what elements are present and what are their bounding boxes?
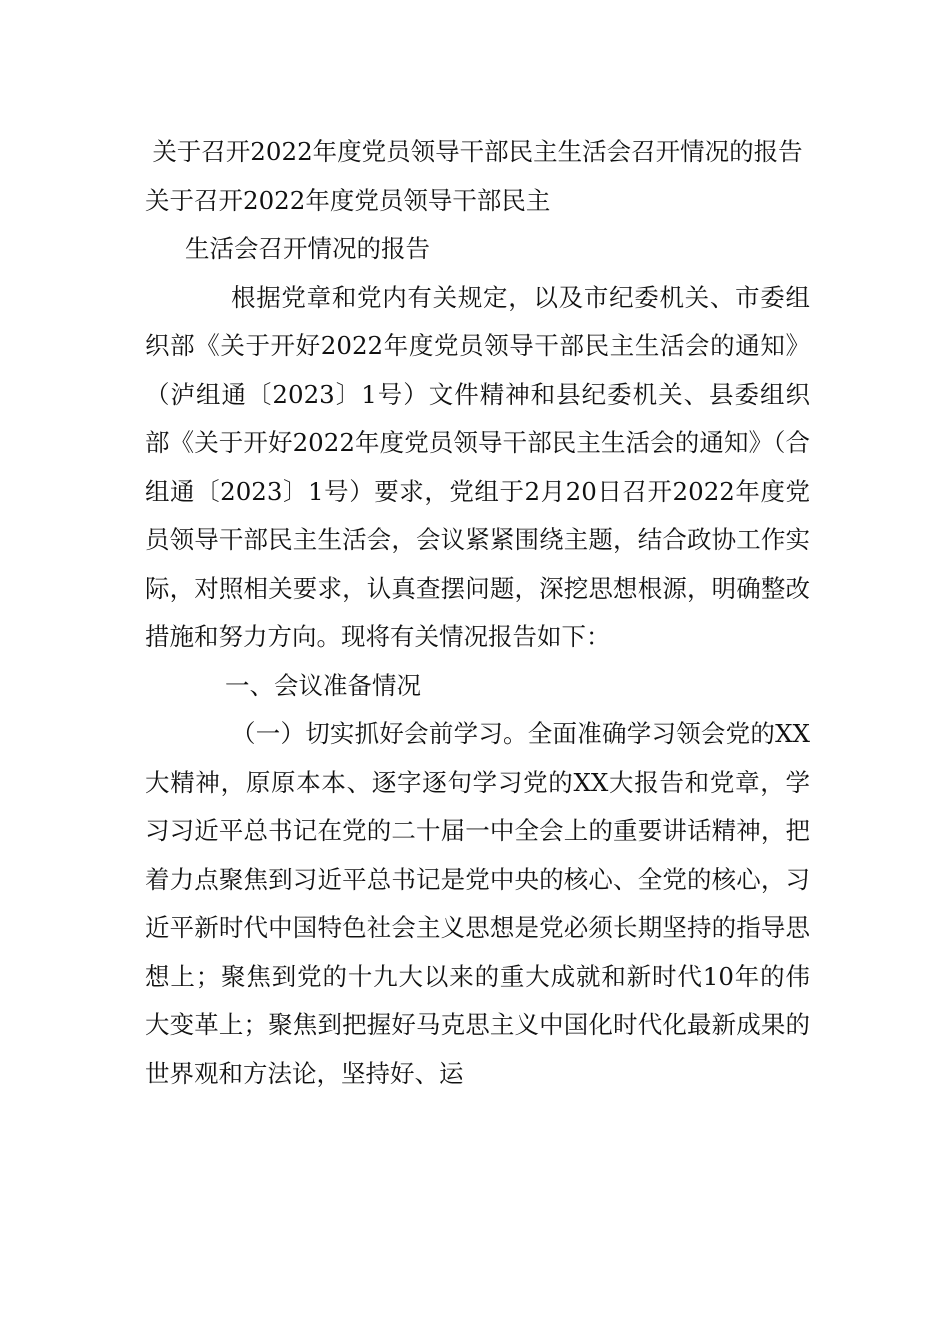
section-1-1-paragraph: （一）切实抓好会前学习。全面准确学习领会党的XX大精神，原原本本、逐字逐句学习党的XX大报告和党章，学习习近平总书记在党的二十届一中全会上的重要讲话精神，把着力点聚焦到习近平总书记是党中央的核心、全党的核心，习近平新时代中国特色社会主义思想是党必须长期坚持的指导思想上；聚焦到党的十九大以来的重大成就和新时代10年的伟大变革上；聚焦到把握好马克思主义中国化时代化最新成果的世界观和方法论，坚持好、运 bbox=[145, 719, 810, 1088]
document-title: 关于召开2022年度党员领导干部民主生活会召开情况的报告 bbox=[152, 137, 803, 166]
document-body bbox=[145, 128, 810, 1098]
intro-paragraph: 根据党章和党内有关规定，以及市纪委机关、市委组织部《关于开好2022年度党员领导干部民主生活会的通知》（泸组通〔2023〕1号）文件精神和县纪委机关、县委组织部《关于开好2022年度党员领导干部民主生活会的通知》（合组通〔2023〕1号）要求，党组于2月20日召开2022年度党员领导干部民主生活会，会议紧紧围绕主题，结合政协工作实际，对照相关要求，认真查摆问题，深挖思想根源，明确整改措施和努力方向。现将有关情况报告如下： bbox=[145, 282, 810, 651]
section-heading-1: 一、会议准备情况 bbox=[225, 670, 421, 700]
subtitle-line-1: 关于召开2022年度党员领导干部民主 bbox=[145, 185, 551, 215]
subtitle-line-2: 生活会召开情况的报告 bbox=[185, 234, 430, 263]
